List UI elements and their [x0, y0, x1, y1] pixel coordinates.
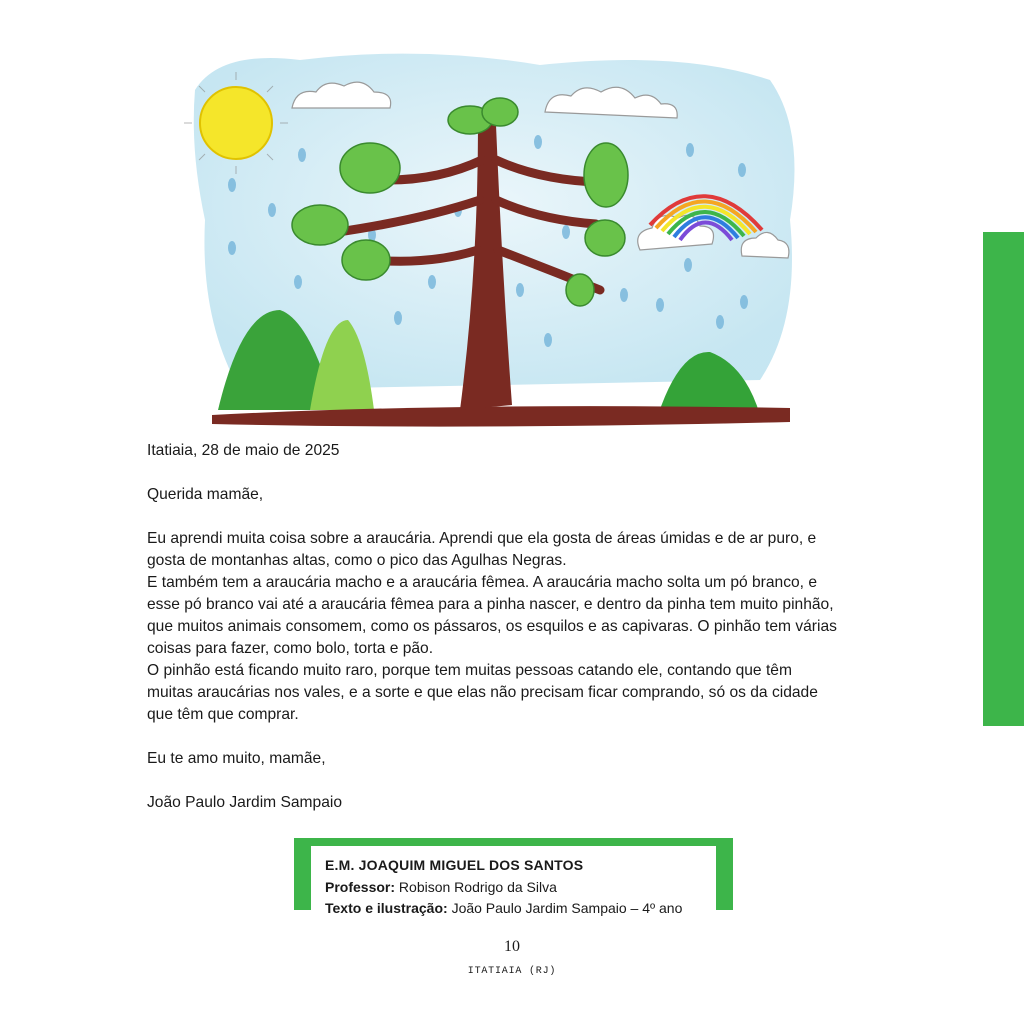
letter-text	[147, 440, 887, 814]
letter-dateline: Itatiaia, 28 de maio de 2025	[147, 442, 340, 459]
credits-box	[294, 838, 733, 916]
teacher-name: Robison Rodrigo da Silva	[398, 878, 557, 895]
letter-body-line: muitas araucárias nos vales, e a sorte e que elas não precisam ficar comprando, só os da cidade	[147, 684, 818, 701]
letter-body-line: gosta de montanhas altas, como o pico das Agulhas Negras.	[147, 552, 567, 569]
letter-body-line: coisas para fazer, como bolo, torta e pão.	[147, 640, 434, 657]
green-side-tab	[983, 232, 1024, 726]
school-name: E.M. JOAQUIM MIGUEL DOS SANTOS	[325, 857, 584, 873]
letter-body-line: Eu aprendi muita coisa sobre a araucária. Aprendi que ela gosta de áreas úmidas e de ar puro, e	[147, 530, 817, 547]
letter-body-line: que têm que comprar.	[147, 706, 299, 723]
letter-closing: Eu te amo muito, mamãe,	[147, 750, 326, 767]
letter-body-line: esse pó branco vai até a araucária fêmea para a pinha nascer, e dentro da pinha tem muito pinhão,	[147, 596, 834, 613]
author-name: João Paulo Jardim Sampaio – 4º ano	[451, 900, 683, 916]
author-credit	[325, 898, 716, 920]
page-number: 10	[504, 938, 520, 955]
letter-body-line: que muitos animais consomem, como os pássaros, os esquilos e as capivaras. O pinhão tem várias	[147, 618, 837, 635]
footer-city: ITATIAIA (RJ)	[467, 966, 557, 977]
author-label: Texto e ilustração:	[325, 900, 448, 916]
araucaria-drawing	[160, 20, 830, 432]
letter-signature: João Paulo Jardim Sampaio	[147, 794, 343, 811]
letter-body-line: O pinhão está ficando muito raro, porque tem muitas pessoas catando ele, contando que têm	[147, 662, 792, 679]
teacher-label: Professor:	[325, 878, 396, 895]
letter-greeting: Querida mamãe,	[147, 486, 264, 503]
letter-body-line: E também tem a araucária macho e a araucária fêmea. A araucária macho solta um pó branco, e	[147, 574, 818, 591]
teacher-credit	[325, 877, 716, 899]
sun-icon	[184, 72, 288, 174]
